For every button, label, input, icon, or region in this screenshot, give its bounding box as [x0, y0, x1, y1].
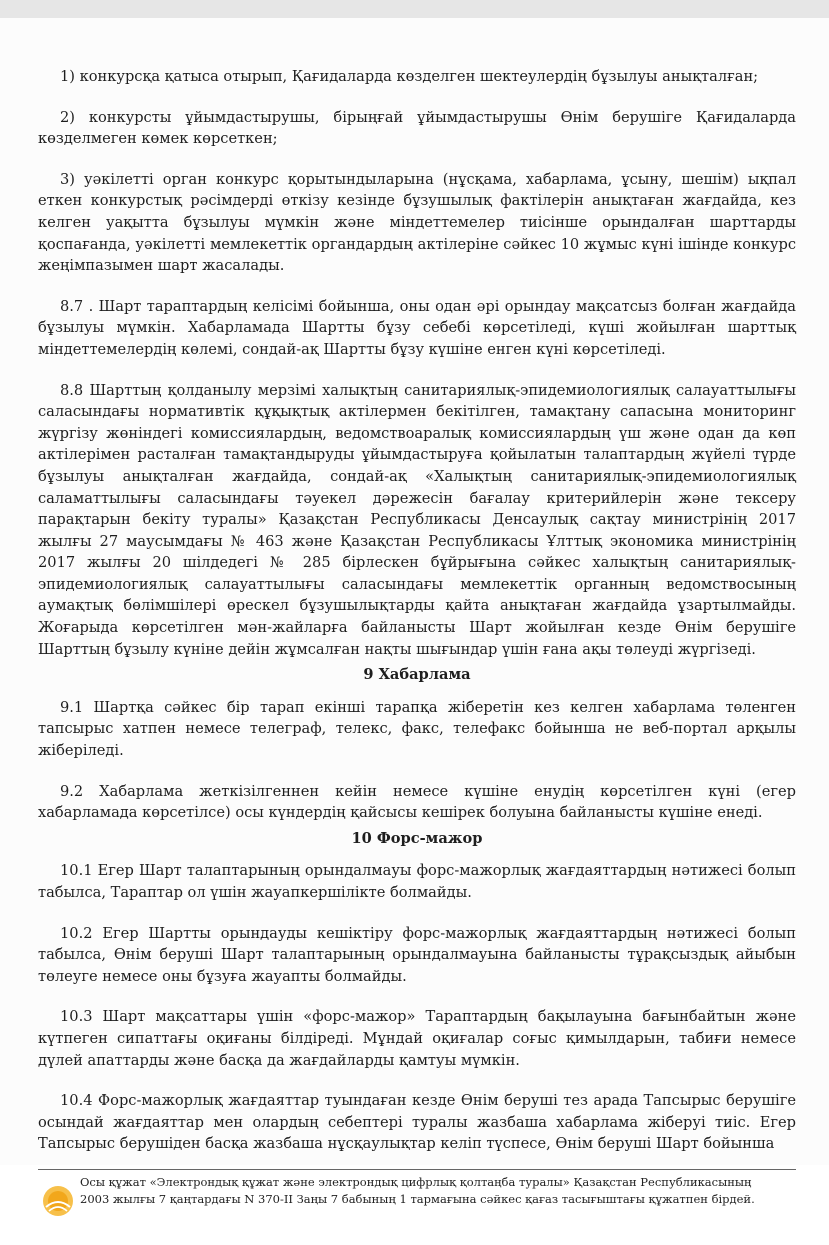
paragraph-10-2: 10.2 Егер Шартты орындауды кешіктіру форс-мажорлық жағдаяттардың нәтижесі болып табылса, Өнім беруші Шарт талаптарының орындалмауына байланысты тұрақсыздық айыбын төлеуге немесе оны бұзуға жауапты болмайды. [38, 924, 796, 985]
paragraph-8-8: 8.8 Шарттың қолданылу мерзімі халықтың санитариялық-эпидемиологиялық салауаттылығы саласындағы нормативтік құқықтық актілермен бекітілген, тамақтану сапасына мониторинг жүргізу жөніндегі комиссиялардың, ведомствоаралық комиссиялардың үш және одан да көп актілерімен расталған тамақтандыруды ұйымдастыруға қойылатын талаптардың жүйелі түрде бұзылуы анықталған жағдайда, сондай-ақ «Халықтың санитариялық-эпидемиологиялық саламаттылығы саласындағы тәуекел дәрежесін бағалау критерийлерін және тексеру парақтарын бекіту туралы» Қазақстан Республикасы Денсаулық сақтау министрінің 2017 жылғы 27 маусымдағы № 463 және Қазақстан Республикасы Ұлттық экономика министрінің 2017 жылғы 20 шілдедегі № 285 бірлескен бұйрығына сәйкес халықтың санитариялық-эпидемиологиялық салауаттылығы саласындағы мемлекеттік органның ведомствосының аумақтық бөлімшілері өрескел бұзушылықтарды қайта анықтаған жағдайда ұзартылмайды. Жоғарыда көрсетілген мән-жайларға байланысты Шарт жойылған кезде Өнім берушіге Шарттың бұзылу күніне дейін жұмсалған нақты шығындар үшін ғана ақы төлеуді жүргізеді. [38, 381, 796, 658]
paragraph-10-3: 10.3 Шарт мақсаттары үшін «форс-мажор» Тараптардың бақылауына бағынбайтын және күтпеген сипаттағы оқиғаны білдіреді. Мұндай оқиғалар соғыс қимылдарын, табиғи немесе дүлей апаттарды және басқа да жағдайларды қамтуы мүмкін. [38, 1008, 796, 1069]
viewer-top-bar [0, 0, 829, 18]
paragraph-9-1: 9.1 Шартқа сәйкес бір тарап екінші тарапқа жіберетін кез келген хабарлама төленген тапсырыс хатпен немесе телеграф, телекс, факс, телефакс бойынша не веб-портал арқылы жіберіледі. [38, 698, 796, 760]
footer-divider [38, 1169, 796, 1170]
paragraph-10-4: 10.4 Форс-мажорлық жағдаяттар туындаған кезде Өнім беруші тез арада Тапсырыс берушіге осындай жағдаяттар мен олардың себептері туралы жазбаша хабарлама жіберуі тиіс. Егер Тапсырыс берушіден басқа жазбаша нұсқаулықтар келіп түспесе, Өнім беруші Шарт бойынша [38, 1092, 796, 1153]
section-heading-10: 10 Форс-мажор [351, 829, 483, 847]
paragraph-authorized-body: 3) уәкiлеттi орган конкурс қорытындыларына (нұсқама, хабарлама, ұсыну, шешім) ықпал еткен конкурстық рәсімдерді өткізу кезінде бұзушылық фактілерін анықтаған жағдайда, кез келген уақытта бұзылуы мүмкін және міндеттемелер тиісінше орындалған шарттарды қоспағанда, уәкілетті мемлекеттік органдардың актілеріне сәйкес 10 жұмыс күні ішінде конкурс жеңімпазымен шарт жасалады. [38, 170, 796, 275]
document-footer [0, 1165, 829, 1245]
paragraph-violation-restrictions: 1) конкурсқа қатыса отырып, Қағидаларда көзделген шектеулердің бұзылуы анықталған; [60, 68, 759, 85]
paragraph-9-2: 9.2 Хабарлама жеткізілгеннен кейін немесе күшіне енудің көрсетілген күні (егер хабарламада көрсетілсе) осы күндердің қайсысы кешірек болуына байланысты күшіне енеді. [38, 782, 796, 822]
paragraph-10-1: 10.1 Егер Шарт талаптарының орындалмауы форс-мажорлық жағдаяттардың нәтижесі болып табылса, Тараптар ол үшін жауапкершілікте болмайды. [38, 862, 796, 901]
paragraph-unforeseen-assistance: 2) конкурсты ұйымдастырушы, бірыңғай ұйымдастырушы Өнім берушіге Қағидаларда көзделмеген көмек көрсеткен; [38, 108, 796, 148]
paragraph-8-7: 8.7 . Шарт тараптардың келісімі бойынша, оны одан әрі орындау мақсатсыз болған жағдайда бұзылуы мүмкін. Хабарламада Шартты бұзу себебі көрсетіледі, күші жойылған шарттық міндеттемелердің көлемі, сондай-ақ Шартты бұзу күшіне енген күні көрсетіледі. [38, 297, 796, 358]
egov-sun-logo-icon [42, 1185, 74, 1217]
footer-legal-note: Осы құжат «Электрондық құжат және электрондық цифрлық қолтаңба туралы» Қазақстан Республикасының 2003 жылғы 7 қаңтардағы N 370-II Заңы 7 бабының 1 тармағына сәйкес қағаз тасығыштағы құжатпен бірдей. [80, 1175, 755, 1206]
section-heading-9: 9 Хабарлама [363, 666, 471, 684]
document-body [38, 66, 796, 1174]
